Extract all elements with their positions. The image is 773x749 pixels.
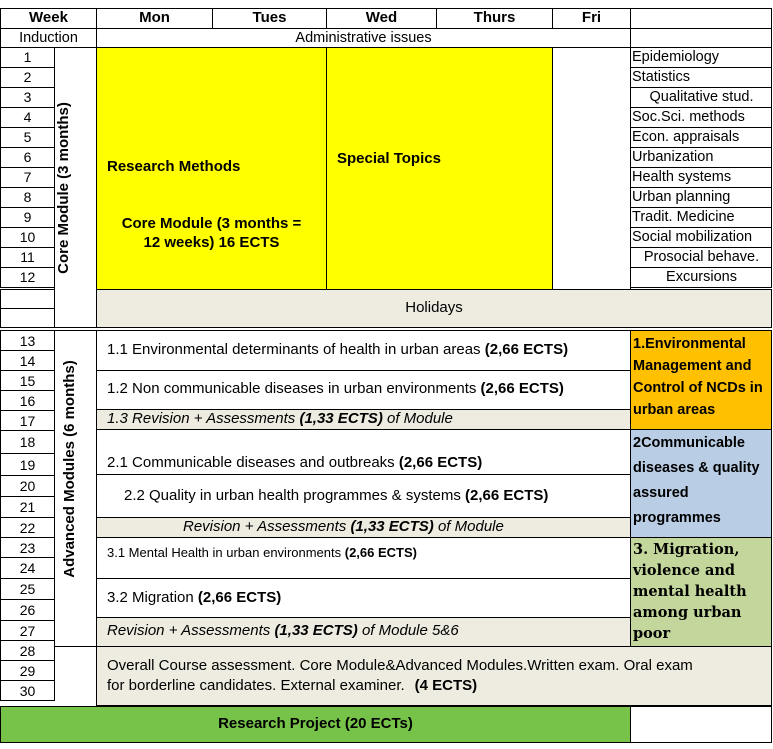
week-number: 9 <box>0 207 55 228</box>
module-1-2-text <box>107 380 564 398</box>
special-topic-item: Soc.Sci. methods <box>630 107 772 128</box>
module-3-2-text <box>107 589 281 607</box>
module-2-1-text <box>107 454 482 472</box>
module-1-1-ects: (2,66 ECTS) <box>484 341 569 358</box>
week-number: 2 <box>0 67 55 88</box>
module-2-3-pre: Revision + Assessments <box>183 518 351 535</box>
special-topics-title: Special Topics <box>337 150 441 167</box>
induction-empty <box>630 28 772 48</box>
module-1-3-pre: 1.3 Revision + Assessments <box>107 410 300 427</box>
special-topic-item: Epidemiology <box>630 47 772 68</box>
module-1-2-ects: (2,66 ECTS) <box>480 380 564 397</box>
module-2-3-text <box>183 518 504 536</box>
module-3-1-ects: (2,66 ECTS) <box>344 545 417 560</box>
special-topic-item: Econ. appraisals <box>630 127 772 148</box>
module-3-1-title: 3.1 Mental Health in urban environments <box>107 545 345 560</box>
special-topic-item: Tradit. Medicine <box>630 207 772 228</box>
week-number: 25 <box>0 578 55 600</box>
research-project-label: Research Project (20 ECTs) <box>218 715 413 732</box>
week-number: 19 <box>0 453 55 476</box>
special-topic-item: Urbanization <box>630 147 772 168</box>
week-number: 18 <box>0 430 55 454</box>
module-3-3-post: of Module 5&6 <box>357 622 459 639</box>
research-methods-title: Research Methods <box>107 158 241 175</box>
module-2-1-title: 2.1 Communicable diseases and outbreaks <box>107 454 399 471</box>
module-2-3-ects: (1,33 ECTS) <box>350 518 434 535</box>
header-thurs: Thurs <box>436 8 553 29</box>
side-module-3: 3. Migration, violence and mental health among urban poor <box>630 537 772 647</box>
module-1-1-text <box>107 341 568 359</box>
header-week: Week <box>0 8 97 29</box>
core-module-line2: 12 weeks) 16 ECTS <box>143 234 280 251</box>
administrative-issues: Administrative issues <box>96 28 631 48</box>
special-topic-item: Qualitative stud. <box>630 87 772 108</box>
week-number: 17 <box>0 410 55 431</box>
header-empty <box>630 8 772 29</box>
module-3-3-ects: (1,33 ECTS) <box>274 622 358 639</box>
final-assessment-line2 <box>107 677 477 695</box>
holidays-label: Holidays <box>405 299 463 316</box>
special-topic-item: Urban planning <box>630 187 772 208</box>
week-blank-a <box>0 289 55 309</box>
module-3-3-text <box>107 622 459 640</box>
week-number: 20 <box>0 475 55 497</box>
module-2-2-title: 2.2 Quality in urban health programmes & systems <box>124 487 465 504</box>
side-module-1: 1.Environmental Management and Control of NCDs in urban areas <box>630 330 772 430</box>
module-3-2-ects: (2,66 ECTS) <box>197 589 282 606</box>
module-2-1-ects: (2,66 ECTS) <box>398 454 483 471</box>
core-module-line1: Core Module (3 months = <box>121 215 302 232</box>
research-project-empty <box>630 706 772 743</box>
module-3-2-title: 3.2 Migration <box>107 589 198 606</box>
week-number: 13 <box>0 330 55 351</box>
week-number: 24 <box>0 557 55 579</box>
module-1-3-ects: (1,33 ECTS) <box>299 410 383 427</box>
final-assessment-ects: (4 ECTS) <box>414 677 478 694</box>
final-assessment-line1: Overall Course assessment. Core Module&Advanced Modules.Written exam. Oral exam <box>107 657 693 674</box>
week-number: 28 <box>0 640 55 661</box>
final-assessment-text: for borderline candidates. External examiner. <box>107 677 405 694</box>
special-topic-item: Social mobilization <box>630 227 772 248</box>
friday-core-empty <box>552 47 631 290</box>
week-number: 26 <box>0 599 55 621</box>
header-mon: Mon <box>96 8 213 29</box>
core-module-vertical-label: Core Module (3 months) <box>55 102 72 274</box>
final-assessment-block <box>96 646 772 706</box>
week-number: 4 <box>0 107 55 128</box>
module-1-3-text <box>107 410 453 428</box>
week-number: 3 <box>0 87 55 108</box>
header-fri: Fri <box>552 8 631 29</box>
module-2-2-text <box>124 487 548 505</box>
week-blank-b <box>0 308 55 328</box>
week-number: 27 <box>0 620 55 641</box>
module-1-1-title: 1.1 Environmental determinants of health in urban areas <box>107 341 485 358</box>
week-number: 6 <box>0 147 55 168</box>
header-tues: Tues <box>212 8 327 29</box>
module-2-3-post: of Module <box>433 518 504 535</box>
week-number: 15 <box>0 370 55 391</box>
special-topics-block <box>326 47 553 290</box>
induction-label: Induction <box>0 28 97 48</box>
week-number: 30 <box>0 680 55 701</box>
special-topic-item: Excursions <box>630 267 772 288</box>
special-topic-item: Health systems <box>630 167 772 188</box>
week-number: 29 <box>0 660 55 681</box>
advanced-modules-vertical-label: Advanced Modules (6 months) <box>61 360 78 578</box>
week-number: 14 <box>0 350 55 371</box>
week-number: 10 <box>0 227 55 248</box>
special-topic-item: Prosocial behave. <box>630 247 772 268</box>
side-module-2: 2Communicable diseases & quality assured programmes <box>630 429 772 538</box>
week-number: 22 <box>0 517 55 538</box>
week-number: 8 <box>0 187 55 208</box>
module-3-1-text <box>107 545 417 561</box>
week-number: 23 <box>0 537 55 558</box>
module-2-2-ects: (2,66 ECTS) <box>465 487 549 504</box>
week-number: 12 <box>0 267 55 288</box>
week-number: 11 <box>0 247 55 268</box>
header-wed: Wed <box>326 8 437 29</box>
module-1-2-title: 1.2 Non communicable diseases in urban environments <box>107 380 481 397</box>
module-1-3-post: of Module <box>382 410 453 427</box>
week-number: 1 <box>0 47 55 68</box>
week-number: 16 <box>0 390 55 411</box>
module-3-3-pre: Revision + Assessments <box>107 622 275 639</box>
week-number: 5 <box>0 127 55 148</box>
week-number: 7 <box>0 167 55 188</box>
week-number: 21 <box>0 496 55 518</box>
special-topic-item: Statistics <box>630 67 772 88</box>
